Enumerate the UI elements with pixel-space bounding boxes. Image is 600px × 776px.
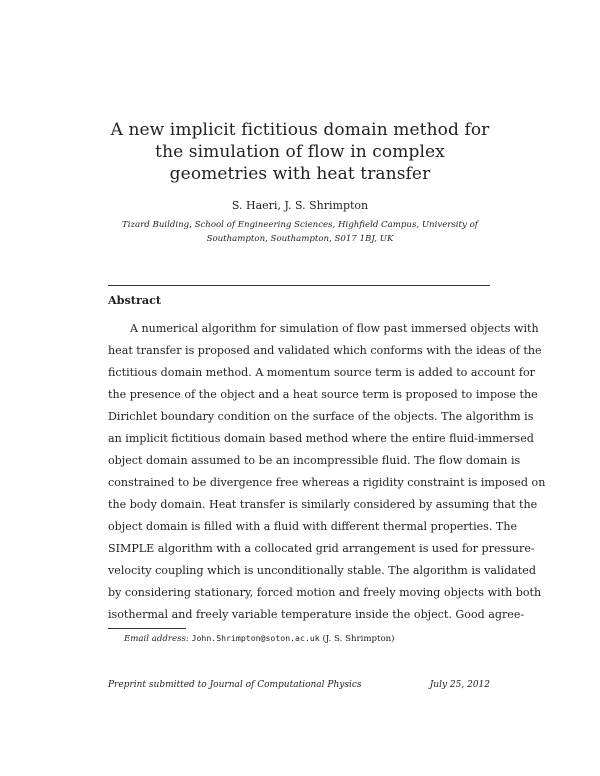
author-affiliation: Tizard Building, School of Engineering Sciences, Highfield Campus, University of Southampton, Southampton, S017 1BJ, UK	[122, 220, 478, 244]
abstract-body	[108, 318, 546, 626]
abstract-line: object domain is filled with a fluid with different thermal properties. The	[108, 520, 518, 533]
abstract-line: constrained to be divergence free whereas a rigidity constraint is imposed on	[108, 476, 546, 489]
footnote-rule	[108, 628, 186, 629]
footnote-name: (J. S. Shrimpton)	[322, 634, 395, 644]
abstract-line: SIMPLE algorithm with a collocated grid arrangement is used for pressure-	[108, 542, 535, 555]
author-list: S. Haeri, J. S. Shrimpton	[231, 199, 369, 212]
abstract-line: the presence of the object and a heat source term is proposed to impose the	[108, 388, 538, 401]
preprint-note: Preprint submitted to Journal of Computational Physics	[108, 680, 362, 690]
abstract-line: the body domain. Heat transfer is similarly considered by assuming that the	[108, 498, 538, 511]
footnote-email[interactable]: John.Shrimpton@soton.ac.uk	[191, 633, 320, 643]
abstract-line: by considering stationary, forced motion and freely moving objects with both	[108, 586, 542, 599]
paper-title: A new implicit fictitious domain method for the simulation of flow in complex geometries with heat transfer	[110, 120, 490, 184]
abstract-line: Dirichlet boundary condition on the surface of the objects. The algorithm is	[108, 410, 534, 423]
preprint-date: July 25, 2012	[429, 680, 490, 690]
abstract-line: A numerical algorithm for simulation of flow past immersed objects with	[130, 322, 539, 335]
abstract-line: heat transfer is proposed and validated which conforms with the ideas of the	[108, 344, 542, 357]
abstract-line: fictitious domain method. A momentum source term is added to account for	[108, 366, 535, 379]
abstract-line: an implicit fictitious domain based method where the entire fluid-immersed	[108, 432, 534, 445]
abstract-line: object domain assumed to be an incompressible fluid. The flow domain is	[108, 454, 521, 467]
footnote-label: Email address:	[124, 634, 189, 644]
abstract-line: velocity coupling which is unconditionally stable. The algorithm is validated	[108, 564, 536, 577]
abstract-heading: Abstract	[108, 293, 162, 307]
abstract-line: isothermal and freely variable temperature inside the object. Good agree-	[108, 608, 525, 621]
footnote	[124, 632, 395, 645]
abstract-top-rule	[108, 285, 490, 286]
